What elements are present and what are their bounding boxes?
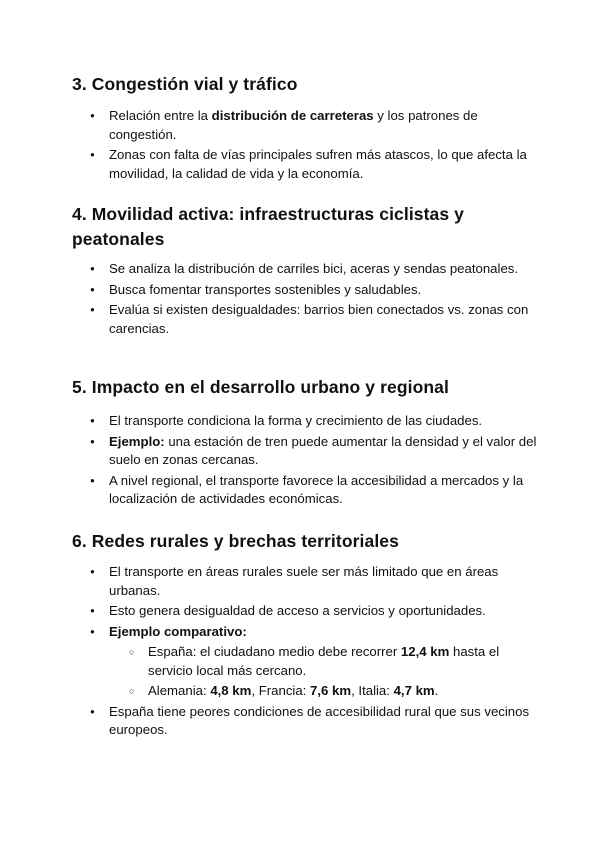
list-item: ● Busca fomentar transportes sostenibles y saludables. xyxy=(90,281,540,300)
comparison-sublist xyxy=(129,643,540,701)
section-6-list xyxy=(90,563,540,742)
sublist-item-spain: ○ España: el ciudadano medio debe recorrer 12,4 km hasta el servicio local más cercano. xyxy=(129,643,540,680)
section-6-heading: 6. Redes rurales y brechas territoriales xyxy=(72,531,399,551)
section-3-heading: 3. Congestión vial y tráfico xyxy=(72,74,298,94)
list-item: ● El transporte condiciona la forma y crecimiento de las ciudades. xyxy=(90,412,540,431)
list-item: ● España tiene peores condiciones de accesibilidad rural que sus vecinos europeos. xyxy=(90,703,540,740)
list-item xyxy=(90,623,540,701)
list-item: ● El transporte en áreas rurales suele ser más limitado que en áreas urbanas. xyxy=(90,563,540,600)
section-4-list xyxy=(90,260,540,340)
section-3-list xyxy=(90,107,540,185)
section-5-list xyxy=(90,412,540,511)
list-item: ● A nivel regional, el transporte favorece la accesibilidad a mercados y la localización de actividades económicas. xyxy=(90,472,540,509)
distance-value: 12,4 km xyxy=(400,644,450,659)
distance-value: 4,8 km xyxy=(210,683,252,698)
list-item: ● Ejemplo: una estación de tren puede aumentar la densidad y el valor del suelo en zonas cercanas. xyxy=(90,433,540,470)
list-item: ● Evalúa si existen desigualdades: barrios bien conectados vs. zonas con carencias. xyxy=(90,301,540,338)
sublist-item-others: ○ Alemania: 4,8 km, Francia: 7,6 km, Italia: 4,7 km. xyxy=(129,682,540,701)
distance-value: 7,6 km xyxy=(310,683,352,698)
list-item: ● Zonas con falta de vías principales sufren más atascos, lo que afecta la movilidad, la calidad de vida y la economía. xyxy=(90,146,540,183)
list-item: ● Relación entre la distribución de carreteras y los patrones de congestión. xyxy=(90,107,540,144)
list-item: ● Se analiza la distribución de carriles bici, aceras y sendas peatonales. xyxy=(90,260,540,279)
distance-value: 4,7 km xyxy=(393,683,435,698)
section-4-heading: 4. Movilidad activa: infraestructuras ciclistas y peatonales xyxy=(72,204,465,249)
example-label: Ejemplo: xyxy=(109,433,165,449)
list-item: ● Esto genera desigualdad de acceso a servicios y oportunidades. xyxy=(90,602,540,621)
example-label: Ejemplo comparativo: xyxy=(109,623,247,639)
section-5-heading: 5. Impacto en el desarrollo urbano y regional xyxy=(72,377,449,397)
bold-term: distribución de carreteras xyxy=(211,108,374,123)
